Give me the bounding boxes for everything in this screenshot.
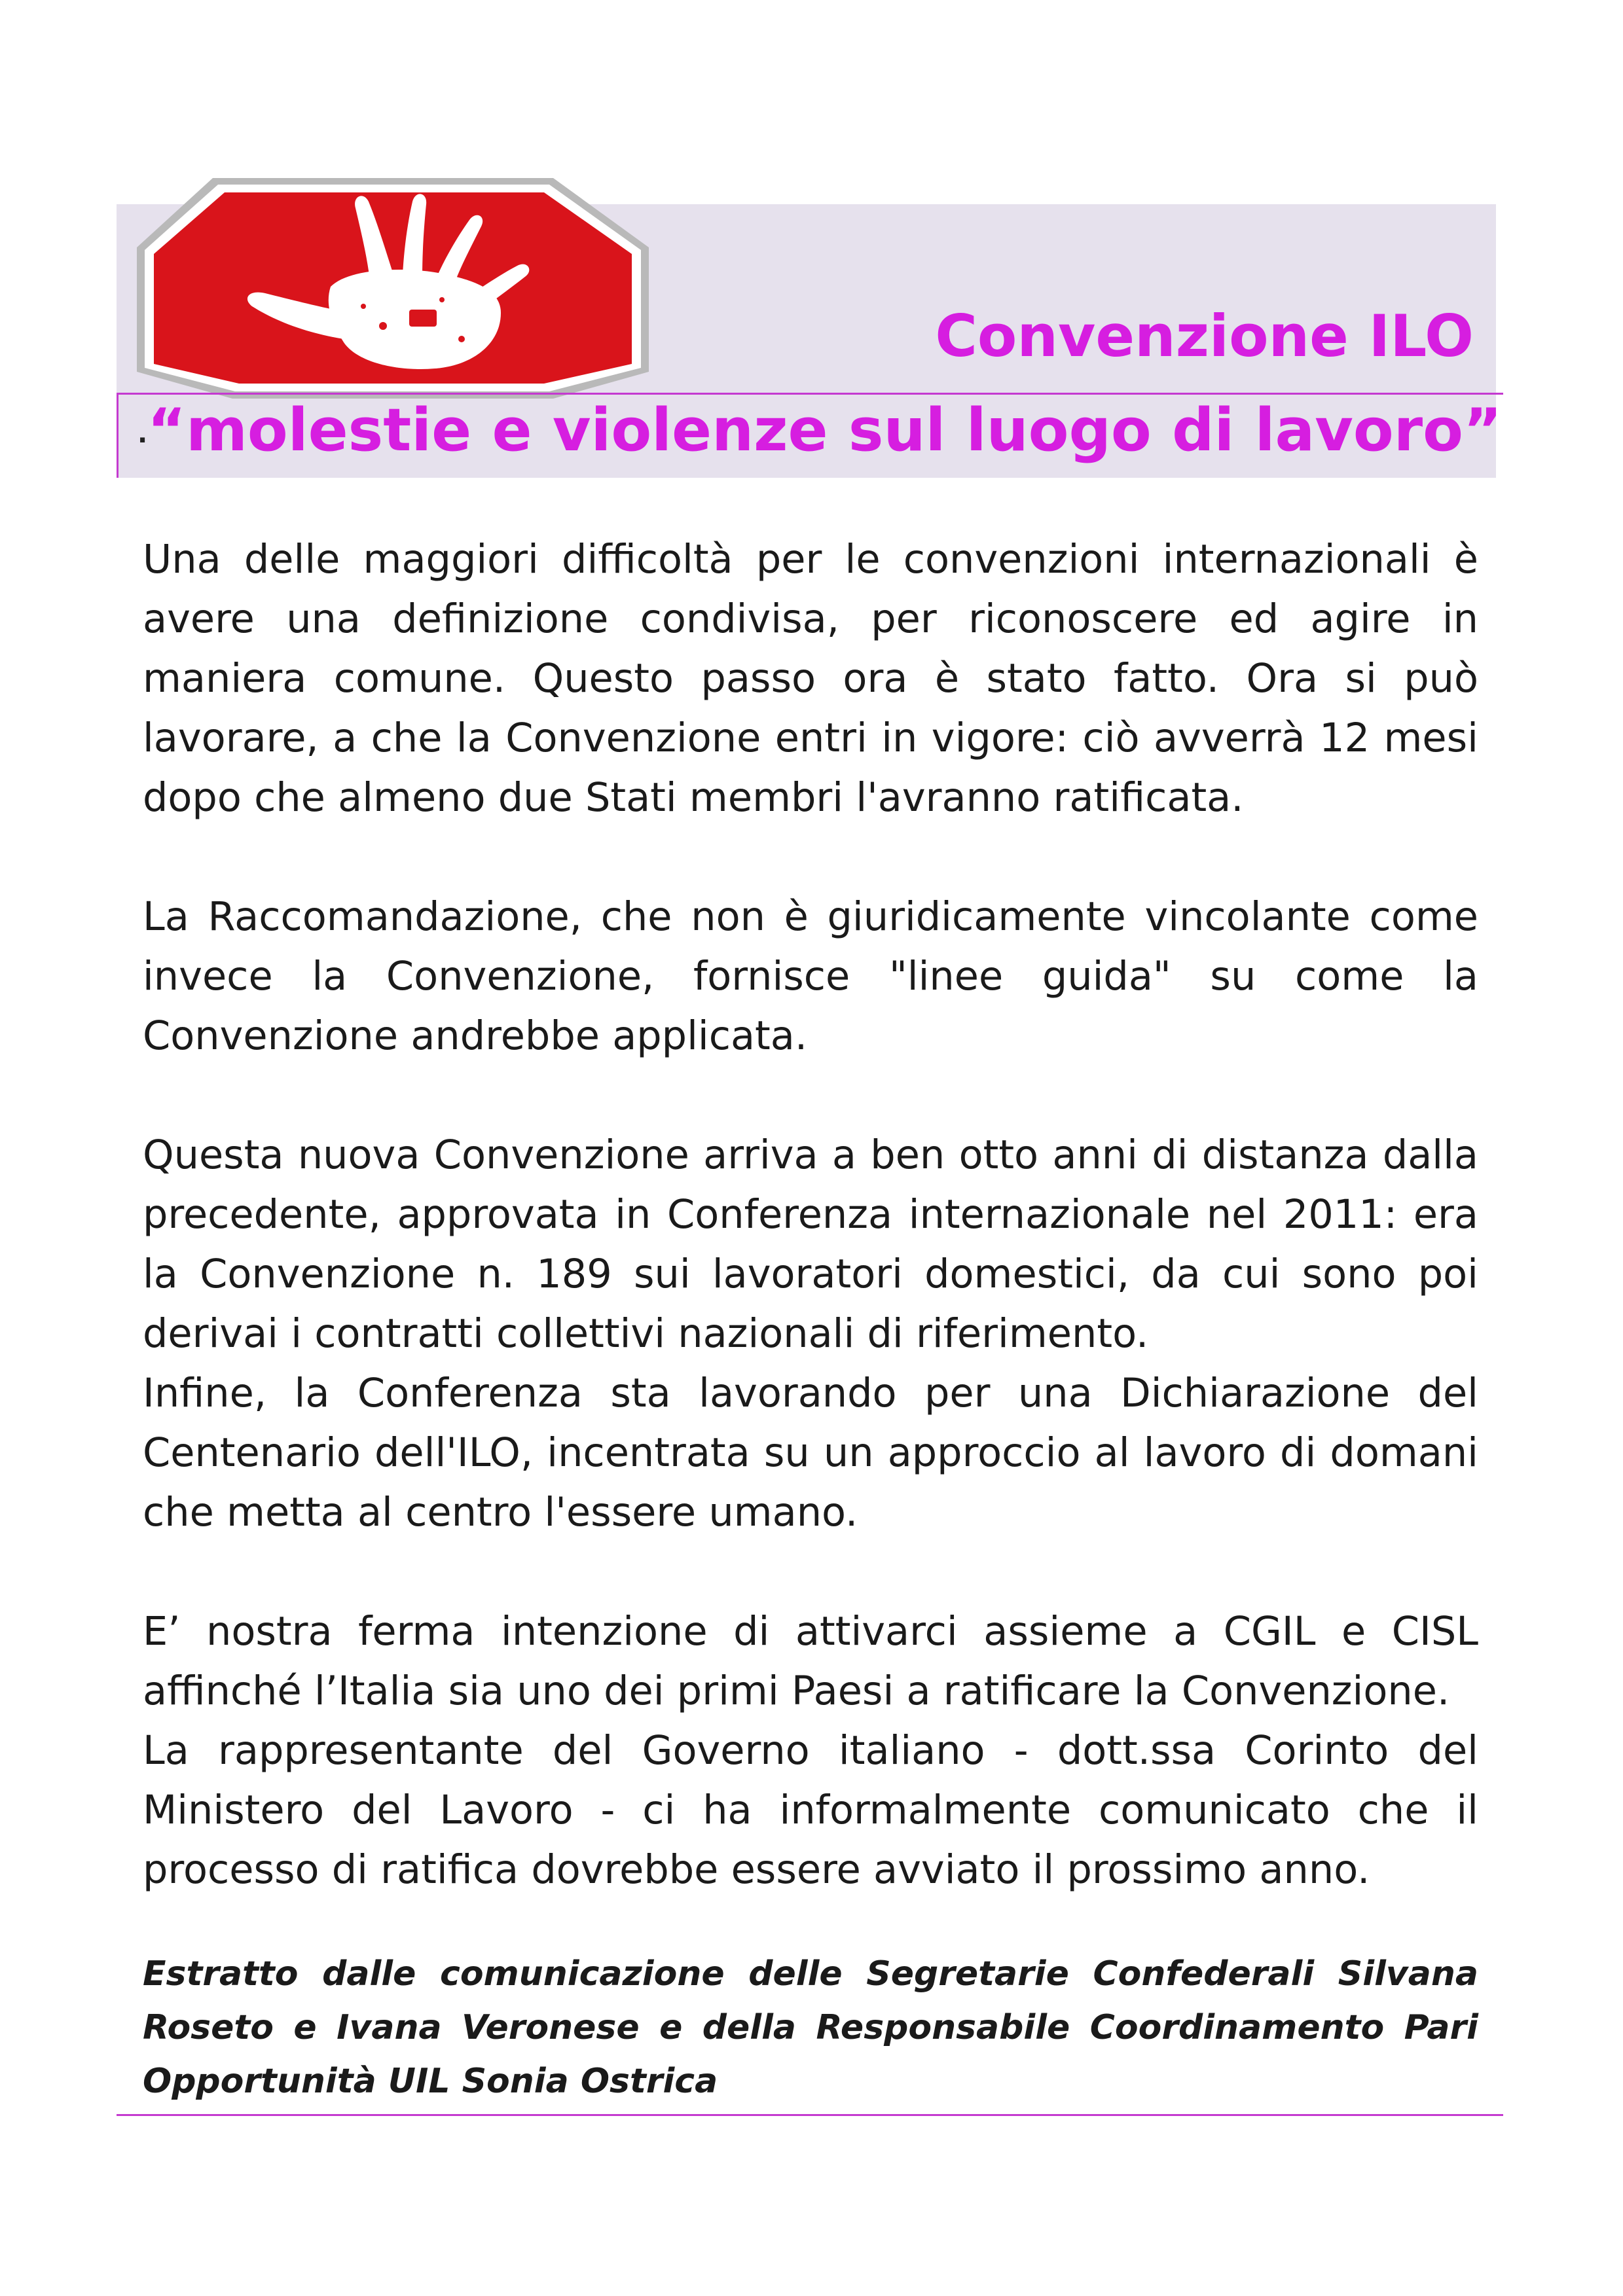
- source-credit: Estratto dalle comunicazione delle Segretarie Confederali Silvana Roseto e Ivana Veronese e della Responsabile Coordinamento Pari Opportunità UIL Sonia Ostrica: [143, 1954, 1478, 2101]
- article-body: [143, 530, 1478, 1900]
- paragraph-history: Questa nuova Convenzione arriva a ben otto anni di distanza dalla precedente, approvata in Conferenza internazionale nel 2011: era la Convenzione n. 189 sui lavoratori domestici, da cui sono poi derivai i contratti collettivi nazionali di riferimento.: [143, 1132, 1478, 1357]
- stop-hand-icon: [134, 175, 651, 401]
- paragraph-recommendation: La Raccomandazione, che non è giuridicamente vincolante come invece la Convenzione, fornisce "linee guida" su come la Convenzione andrebbe applicata.: [143, 894, 1478, 1059]
- header-side-divider: [117, 393, 119, 478]
- page-title: Convenzione ILO: [935, 302, 1474, 370]
- paragraph-government: La rappresentante del Governo italiano - dott.ssa Corinto del Ministero del Lavoro - ci ha informalmente comunicato che il processo di ratifica dovrebbe essere avviato il prossimo anno.: [143, 1728, 1478, 1893]
- paragraph-intention: E’ nostra ferma intenzione di attivarci assieme a CGIL e CISL affinché l’Italia sia uno dei primi Paesi a ratificare la Convenzione.: [143, 1609, 1478, 1714]
- paragraph-declaration: Infine, la Conferenza sta lavorando per una Dichiarazione del Centenario dell'ILO, incentrata su un approccio al lavoro di domani che metta al centro l'essere umano.: [143, 1371, 1478, 1535]
- footer-divider: [117, 2114, 1503, 2116]
- header-divider: [117, 393, 1503, 395]
- subtitle-marker: .: [137, 419, 148, 449]
- paragraph-intro: Una delle maggiori difficoltà per le convenzioni internazionali è avere una definizione condivisa, per riconoscere ed agire in maniera comune. Questo passo ora è stato fatto. Ora si può lavorare, a che la Convenzione entri in vigore: ciò avverrà 12 mesi dopo che almeno due Stati membri l'avranno ratificata.: [143, 537, 1478, 821]
- page-subtitle: “molestie e violenze sul luogo di lavoro”: [147, 396, 1503, 465]
